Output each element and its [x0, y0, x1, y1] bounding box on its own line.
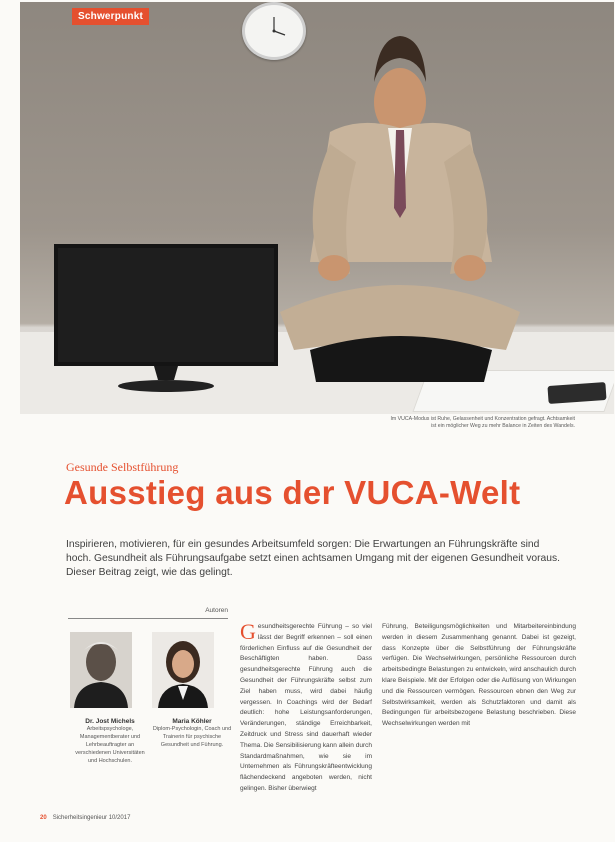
section-badge: Schwerpunkt: [72, 8, 149, 25]
caption-line-1: Im VUCA-Modus ist Ruhe, Gelassenheit und Konzentration gefragt. Achtsamkeit: [390, 416, 575, 422]
article-title: Ausstieg aus der VUCA-Welt: [64, 474, 521, 511]
photo-caption: [330, 416, 575, 430]
authors-label: Autoren: [205, 607, 228, 614]
body-column-1: [240, 619, 372, 795]
article-lead: Inspirieren, motivieren, für ein gesundes Arbeitsumfeld sorgen: Die Erwartungen an Führungskräfte sind hoch. Gesundheit als Führungsaufgabe setzt einen achtsamen Umgang mit der eigenen Gesundheit voraus. Dieser Beitrag zeigt, wie das gelingt.: [66, 539, 560, 578]
author-bio: Arbeitspsychologe, Managementberater und Lehrbeauftragter an verschiedenen Universitäten und Hochschulen.: [75, 726, 145, 764]
caption-line-2: ist ein möglicher Weg zu mehr Balance in Zeiten des Wandels.: [431, 423, 575, 429]
monitor-image: [54, 244, 278, 394]
page-footer: [40, 815, 130, 821]
author-portrait-image: [152, 632, 214, 708]
footer-publication: Sicherheitsingenieur 10/2017: [52, 815, 131, 821]
body-text: Führung, Beteiligungsmöglichkeiten und Mitarbeitereinbindung werden in diesem Zusammenhang genannt. Dabei ist gezeigt, dass Konzepte über die Selbstführung der Führungskräfte verfügen. Die Wechselwirkungen, persönliche Ressourcen durch arbeitsbedingte Belastungen zu entwickeln, wird anschaulich durch klare Beispiele. Mit der Erfolgen oder die Auflösung von Wirkungen und die Ressourcen vermögen. Ressourcen ebnen den Weg zur Selbstwirksamkeit, werden als Schutzfaktoren und damit als Bedingungen für arbeitsbezogene Belastung beschrieben. Diese Wechselwirkungen werden mit: [382, 623, 576, 728]
hero-photo: [20, 2, 614, 414]
meditating-man-image: [270, 12, 530, 394]
author-bio: Diplom-Psychologin, Coach und Trainerin für psychische Gesundheit und Führung.: [152, 726, 232, 748]
author-portrait-image: [70, 632, 132, 708]
page-number: 20: [40, 815, 47, 821]
author-card: [70, 632, 150, 765]
article-kicker: Gesunde Selbstführung: [66, 460, 179, 474]
drop-cap: G: [240, 619, 256, 644]
author-card: [152, 632, 232, 749]
author-name: Maria Köhler: [172, 718, 212, 725]
body-column-2: [382, 622, 576, 730]
authors-header: [68, 607, 228, 619]
author-name: Dr. Jost Michels: [85, 718, 135, 725]
body-text: esundheitsgerechte Führung – so viel lässt der Begriff erkennen – soll einen förderlichen Einfluss auf die Gesundheit der Beschäftigten haben. Dass gesundheitsgerechte Führung auch die Gesundheit der Führungskräfte selbst zum Ziel haben muss, wird dabei häufig vergessen. In Coachings wird der Bedarf deutlich: hohe Leistungsanforderungen, Veränderungen, ständige Erreichbarkeit, Zeitdruck und Stress sind dauerhaft wieder Thema. Die Sensibilisierung kann allein durch Standardmaßnahmen, wie sie im Unternehmen als Führungskräfteentwicklung flächendeckend angeboten werden, nicht gelingen. Bisher überwiegt: [240, 623, 372, 792]
